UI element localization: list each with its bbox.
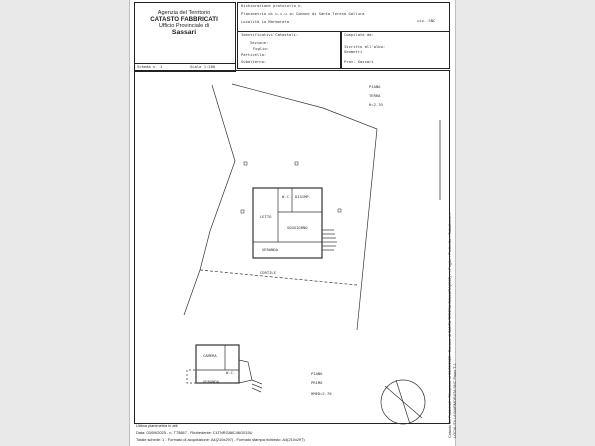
location-text: Località La Marmorata bbox=[241, 19, 290, 24]
side-note bbox=[448, 212, 458, 438]
reference-mark bbox=[338, 209, 341, 212]
foglio-label: Foglio: bbox=[253, 46, 270, 51]
identifiers-title: Identificativi Catastali: bbox=[241, 32, 299, 37]
room-letto: LETTO bbox=[260, 214, 272, 219]
office-label: Ufficio Provinciale di bbox=[158, 23, 210, 29]
footer-request: Data: 03/09/2025 - n. T75887 - Richiedente: CLTNRG88C46G015U bbox=[136, 430, 253, 435]
room-wc: W.C. bbox=[282, 194, 292, 199]
sheet-number: Scheda n. 1 bbox=[137, 64, 163, 69]
first-floor-label-2: PRIMO bbox=[311, 380, 323, 385]
catasto-title: CATASTO FABBRICATI bbox=[150, 16, 218, 23]
scale-value: Scala 1:200 bbox=[190, 64, 216, 69]
particella-label: Particella: bbox=[241, 52, 267, 57]
first-floor-stairs bbox=[252, 380, 262, 392]
lower-footprint bbox=[187, 370, 196, 383]
ground-height: H=2.70 bbox=[369, 102, 383, 107]
room-wc-first: W.C. bbox=[226, 370, 236, 375]
first-floor-label: PIANO bbox=[311, 371, 323, 376]
property-boundary-left bbox=[184, 85, 235, 315]
first-floor-outline bbox=[196, 345, 239, 383]
courtyard-line bbox=[200, 270, 357, 285]
compiled-label: Compilata da: bbox=[344, 32, 374, 37]
room-camera: CAMERA bbox=[203, 353, 217, 358]
civic-number: civ. SNC bbox=[417, 18, 436, 23]
subalterno-label: Subalterno: bbox=[241, 59, 267, 64]
side-note-line-1: Catasto dei Fabbricati - Situazione al 03/09/2025 - Comune di SANTA TERESA GALLURA(I312) - < Foglio: - Particella: - Subalterno: > bbox=[448, 212, 452, 438]
courtyard-label: CORTILE bbox=[260, 270, 277, 275]
north-arrow-line bbox=[385, 386, 422, 418]
profession-value: Geometri bbox=[344, 49, 363, 54]
north-arrow-line bbox=[396, 380, 410, 424]
room-veranda-first: VERANDA bbox=[203, 379, 220, 384]
footer-format: Totale schede: 1 - Formato di acquisizione: A4(210x297) - Formato stampa richiesto: A4(210x297) bbox=[136, 437, 305, 442]
registered-label: Iscritto all'albo: bbox=[344, 44, 386, 49]
room-disimpegno: DISIMP. bbox=[295, 194, 312, 199]
room-soggiorno: SOGGIORNO bbox=[287, 225, 308, 230]
ground-floor-label-2: TERRA bbox=[369, 93, 381, 98]
room-veranda: VERANDA bbox=[262, 247, 279, 252]
agency-name: Agenzia del Territorio bbox=[157, 10, 211, 16]
declaration-text: Dichiarazione protocollo n. bbox=[241, 3, 303, 8]
reference-mark bbox=[241, 210, 244, 213]
footer-last-plan: Ultima planimetria in atti bbox=[136, 423, 178, 428]
first-height: HMED=2.70 bbox=[311, 391, 332, 396]
sezione-label: Sezione: bbox=[250, 40, 269, 45]
office-city: Sassari bbox=[171, 29, 197, 36]
ground-stairs bbox=[322, 230, 337, 250]
reference-mark bbox=[244, 162, 247, 165]
side-note-line-2: LOCALITA LA MARMORATA SNC Piano T-1 bbox=[453, 363, 457, 438]
reference-mark bbox=[295, 162, 298, 165]
province-value: Prov. Sassari bbox=[344, 59, 374, 64]
ground-floor-label: PIANO bbox=[369, 84, 381, 89]
first-floor-terrace bbox=[239, 360, 252, 383]
property-boundary-right bbox=[232, 84, 377, 330]
plan-description: Planimetria di u.i.u.in Comune di Santa Teresa Gallura bbox=[241, 11, 365, 16]
